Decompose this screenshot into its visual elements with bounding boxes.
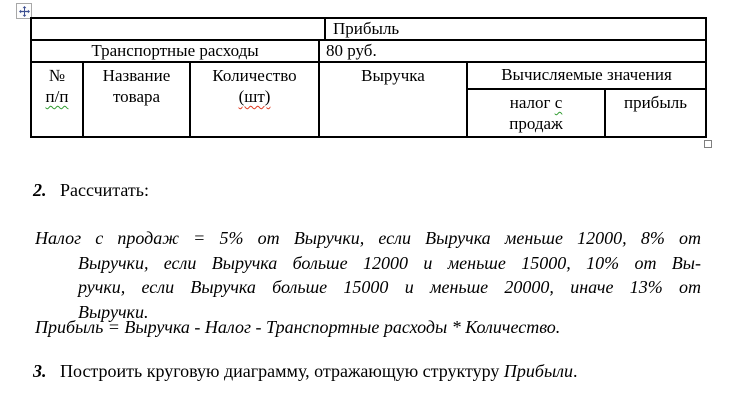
task-3-period: .	[573, 361, 578, 381]
col-tax-line2: продаж	[509, 114, 563, 133]
cell-col-qty[interactable]	[191, 62, 318, 107]
col-revenue-text: Выручка	[361, 66, 425, 85]
task-3-text: Построить круговую диаграмму, отражающую структуру	[60, 361, 504, 381]
task-2-text: Рассчитать:	[60, 180, 149, 200]
table-resize-handle[interactable]	[704, 140, 712, 148]
col-profit-text: прибыль	[623, 93, 687, 112]
task-3-item[interactable]	[33, 361, 578, 382]
cell-col-tax[interactable]	[468, 89, 604, 134]
cell-col-computed[interactable]	[468, 63, 705, 87]
table-title-text: Прибыль	[333, 19, 400, 38]
col-product-line2: товара	[112, 87, 161, 106]
col-tax-word2: с	[554, 93, 563, 112]
cell-title[interactable]	[326, 18, 703, 40]
col-computed-text: Вычисляемые значения	[501, 65, 672, 84]
transport-value-text: 80 руб.	[326, 41, 377, 60]
task-3-italic-word: Прибыли	[503, 361, 573, 381]
tax-formula-paragraph[interactable]	[35, 226, 701, 324]
transport-label-text: Транспортные расходы	[91, 41, 259, 60]
col-qty-line1: Количество	[212, 66, 297, 85]
tax-formula-line-1: Налог с продаж = 5% от Выручки, если Выручка меньше 12000, 8% от	[35, 228, 701, 248]
tax-formula-line-2: Выручки, если Выручка больше 12000 и меньше 15000, 10% от Вы-	[78, 252, 701, 273]
task-3-number: 3.	[33, 361, 47, 381]
col-tax-word1: налог	[509, 93, 555, 112]
col-product-line1: Название	[102, 66, 171, 85]
cell-col-revenue[interactable]	[320, 62, 466, 86]
task-2-item[interactable]	[33, 180, 149, 201]
cell-col-profit[interactable]	[606, 89, 705, 113]
move-arrows-icon	[19, 6, 30, 17]
table-border-bottom	[30, 136, 707, 138]
task-2-number: 2.	[33, 180, 47, 200]
table-border-right	[705, 17, 707, 138]
profit-formula-text: Прибыль = Выручка - Налог - Транспортные расходы * Количество.	[35, 317, 561, 337]
col-qty-line2: (шт)	[238, 87, 271, 106]
cell-col-product[interactable]	[84, 62, 189, 107]
col-num-line1: №	[48, 66, 66, 85]
tax-formula-line-3: ручки, если Выручка больше 15000 и меньше 20000, иначе 13% от	[78, 277, 701, 297]
cell-transport-label[interactable]	[32, 40, 318, 62]
cell-transport-value[interactable]	[320, 40, 620, 62]
cell-col-num[interactable]	[32, 62, 82, 107]
col-num-line2: п/п	[45, 87, 69, 106]
profit-formula-line[interactable]	[35, 317, 560, 338]
worksheet-table	[30, 17, 707, 138]
tax-formula-line-4: Выручки.	[78, 301, 149, 322]
